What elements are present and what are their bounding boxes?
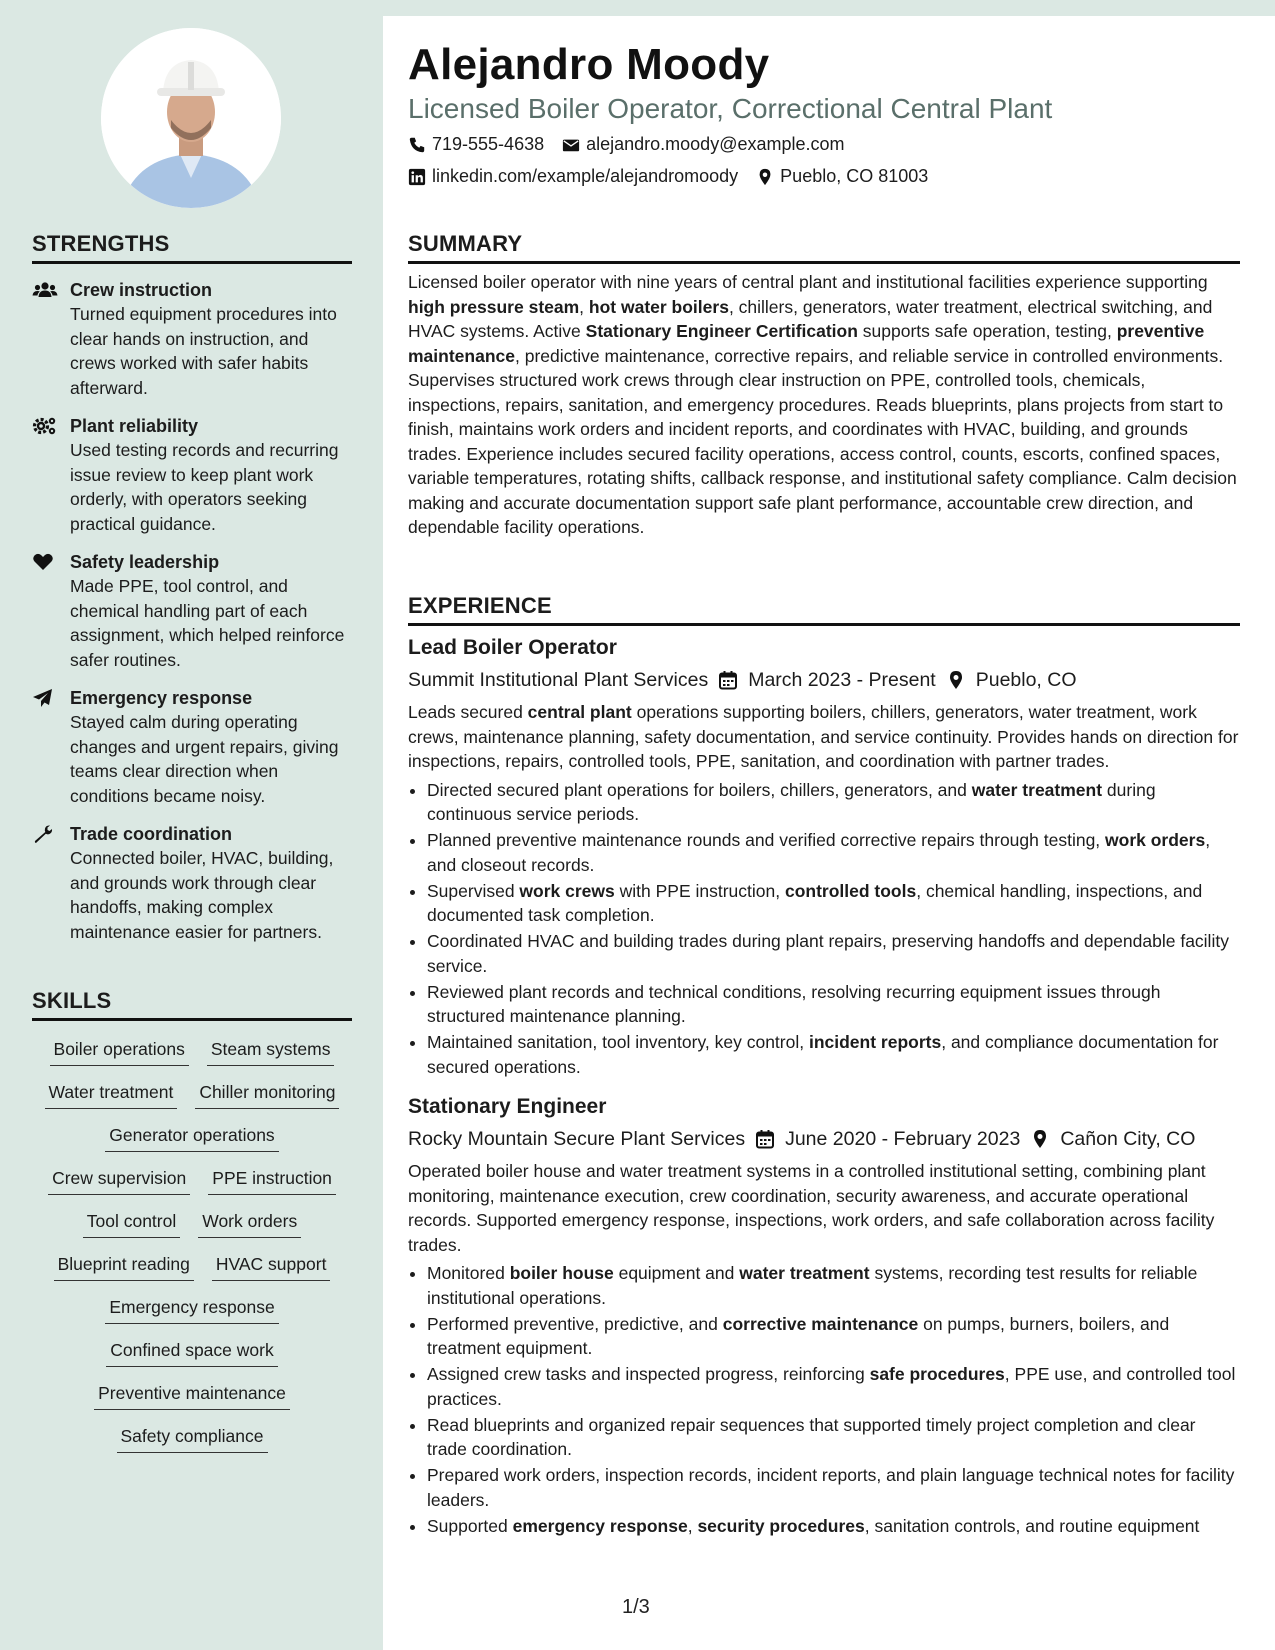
skill-chip: Chiller monitoring xyxy=(195,1080,339,1109)
emphasis-text: preventive maintenance xyxy=(408,321,1205,366)
strength-title: Plant reliability xyxy=(70,416,199,436)
strengths-list xyxy=(32,278,352,944)
jobs-list xyxy=(408,634,1240,1538)
skill-chip: Water treatment xyxy=(45,1080,178,1109)
skill-chip: Confined space work xyxy=(106,1338,277,1367)
strength-text: Connected boiler, HVAC, building, and grounds work through clear handoffs, making complex maintenance easier for partners. xyxy=(70,848,334,942)
calendar-icon xyxy=(718,670,738,690)
emphasis-text: Stationary Engineer Certification xyxy=(585,321,858,341)
skill-chip: Work orders xyxy=(198,1209,301,1238)
text-run: Coordinated HVAC and building trades during plant repairs, preserving handoffs and dependable facility service. xyxy=(427,931,1229,976)
job-bullet xyxy=(427,828,1240,877)
job-bullets xyxy=(408,1261,1240,1538)
job-bullet xyxy=(427,778,1240,827)
phone-icon xyxy=(408,136,426,154)
text-run: , sanitation controls, and routine equipment xyxy=(864,1515,1200,1536)
text-run: Performed preventive, predictive, and xyxy=(427,1313,723,1334)
gears-icon xyxy=(32,416,58,436)
strength-title: Safety leadership xyxy=(70,552,220,572)
email-link[interactable]: alejandro.moody@example.com xyxy=(586,134,845,154)
job-bullets xyxy=(408,778,1240,1080)
job-dates: March 2023 - Present xyxy=(748,669,936,691)
linkedin-link[interactable]: linkedin.com/example/alejandromoody xyxy=(432,166,739,186)
emphasis-text: central plant xyxy=(527,702,632,722)
text-run: on pumps, burners, boilers, and treatment equipment. xyxy=(427,1313,1170,1358)
text-run: Prepared work orders, inspection records, incident reports, and plain language technical notes for facility leaders. xyxy=(427,1465,1235,1510)
emphasis-text: boiler house xyxy=(509,1263,614,1283)
skill-chip: Tool control xyxy=(83,1209,181,1238)
job-bullet xyxy=(427,929,1240,978)
text-run: Leads secured xyxy=(408,702,528,722)
text-run: Monitored xyxy=(427,1263,510,1283)
job-location: Pueblo, CO xyxy=(975,669,1077,691)
profile-photo xyxy=(101,28,281,208)
candidate-name: Alejandro Moody xyxy=(408,40,770,89)
job-location: Cañon City, CO xyxy=(1060,1128,1196,1150)
job-bullet xyxy=(427,1362,1240,1411)
job-bullet xyxy=(427,1261,1240,1310)
skill-chip: Safety compliance xyxy=(117,1424,268,1453)
skills-list xyxy=(32,1037,352,1453)
emphasis-text: high pressure steam xyxy=(408,296,580,317)
text-run: supports safe operation, testing, xyxy=(857,321,1117,341)
skill-chip: HVAC support xyxy=(212,1252,331,1281)
text-run: Reviewed plant records and technical conditions, resolving recurring equipment issues through structured maintenance planning. xyxy=(427,981,1161,1026)
job-bullet xyxy=(427,1514,1240,1539)
text-run: Operated boiler house and water treatment systems in a controlled institutional setting, combining plant monitoring, maintenance execution, crew coordination, security awareness, and accurate operational records. Supported emergency response, inspections, work orders, and safe collaboration across facility trades. xyxy=(408,1161,1215,1255)
experience-section xyxy=(408,593,1240,1540)
summary-heading: SUMMARY xyxy=(408,231,1240,264)
job-company: Rocky Mountain Secure Plant Services xyxy=(408,1128,746,1150)
job-title: Stationary Engineer xyxy=(408,1095,607,1118)
job-bullet xyxy=(427,1463,1240,1512)
job-meta xyxy=(408,1125,1240,1153)
skill-chip: Steam systems xyxy=(207,1037,335,1066)
contact-row-1 xyxy=(408,134,845,155)
text-run: Supervised xyxy=(427,880,520,901)
text-run: Licensed boiler operator with nine years of central plant and institutional facilities experience supporting xyxy=(408,272,1208,292)
map-pin-icon xyxy=(1030,1129,1050,1149)
email-item[interactable] xyxy=(562,134,844,155)
text-run: , xyxy=(687,1515,698,1536)
strength-item xyxy=(32,822,352,944)
skills-section xyxy=(32,988,352,1453)
emphasis-text: controlled tools xyxy=(784,880,917,901)
map-pin-icon xyxy=(946,670,966,690)
job-bullet xyxy=(427,980,1240,1029)
phone-text: 719-555-4638 xyxy=(432,134,545,154)
text-run: Maintained sanitation, tool inventory, key control, xyxy=(427,1032,809,1052)
emphasis-text: safe procedures xyxy=(869,1364,1005,1384)
emphasis-text: work crews xyxy=(519,880,615,901)
skill-chip: PPE instruction xyxy=(208,1166,336,1195)
text-run: , xyxy=(579,296,589,317)
strength-item xyxy=(32,686,352,808)
strength-title: Trade coordination xyxy=(70,824,233,844)
text-run: operations supporting boilers, chillers, generators, water treatment, work crews, maintenance planning, safety documentation, and service continuity. Provides hands on direction for inspections, repairs, controlled tools, PPE, sanitation, and coordination with partner trades. xyxy=(408,702,1239,771)
emphasis-text: incident reports xyxy=(808,1032,942,1052)
text-run: Planned preventive maintenance rounds and verified corrective repairs through testing, xyxy=(427,830,1106,850)
strength-text: Used testing records and recurring issue review to keep plant work orderly, with operators seeking practical guidance. xyxy=(70,440,339,534)
job-company: Summit Institutional Plant Services xyxy=(408,669,709,691)
summary-text xyxy=(408,270,1240,540)
emphasis-text: corrective maintenance xyxy=(722,1313,919,1334)
job-entry xyxy=(408,1093,1240,1538)
text-run: with PPE instruction, xyxy=(614,880,785,901)
wrench-icon xyxy=(32,824,58,844)
text-run: Assigned crew tasks and inspected progress, reinforcing xyxy=(427,1364,870,1384)
summary-section xyxy=(408,231,1240,540)
job-dates: June 2020 - February 2023 xyxy=(785,1128,1021,1150)
emphasis-text: water treatment xyxy=(971,779,1103,800)
strength-text: Stayed calm during operating changes and urgent repairs, giving teams clear direction when conditions became noisy. xyxy=(70,712,339,806)
job-title: Lead Boiler Operator xyxy=(408,636,617,659)
text-run: , chemical handling, inspections, and documented task completion. xyxy=(427,880,1203,925)
skill-chip: Preventive maintenance xyxy=(94,1381,290,1410)
location-item xyxy=(756,166,928,187)
text-run: equipment and xyxy=(613,1263,740,1283)
text-run: , and closeout records. xyxy=(427,830,1211,875)
linkedin-icon xyxy=(408,168,426,186)
location-text: Pueblo, CO 81003 xyxy=(780,166,929,186)
job-bullet xyxy=(427,879,1240,928)
emphasis-text: emergency response xyxy=(512,1515,688,1536)
calendar-icon xyxy=(755,1129,775,1149)
text-run: Read blueprints and organized repair sequences that supported timely project completion and clear trade coordination. xyxy=(427,1414,1196,1459)
strength-item xyxy=(32,550,352,672)
strengths-section xyxy=(32,231,352,944)
strengths-heading: STRENGTHS xyxy=(32,231,352,264)
text-run: systems, recording test results for reliable institutional operations. xyxy=(427,1263,1198,1308)
strength-text: Turned equipment procedures into clear hands on instruction, and crews worked with safer habits afterward. xyxy=(70,304,337,398)
text-run: Directed secured plant operations for boilers, chillers, generators, and xyxy=(427,779,972,800)
strength-title: Emergency response xyxy=(70,688,253,708)
phone-item xyxy=(408,134,544,155)
skill-chip: Generator operations xyxy=(105,1123,278,1152)
text-run: Supported xyxy=(427,1515,513,1536)
job-entry xyxy=(408,634,1240,1079)
linkedin-item[interactable] xyxy=(408,166,738,187)
strength-title: Crew instruction xyxy=(70,280,213,300)
job-bullet xyxy=(427,1413,1240,1462)
emphasis-text: work orders xyxy=(1105,830,1206,850)
text-run: , predictive maintenance, corrective repairs, and reliable service in controlled environments. Supervises structured work crews through clear instruction on PPE, controlled tools, chemicals, inspections, repairs, sanitation, and emergency procedures. Reads blueprints, plans projects from start to finish, maintains work orders and incident reports, and coordinates with HVAC, building, and grounds trades. Experience includes secured facility operations, access control, counts, escorts, confined spaces, variable temperatures, rotating shifts, callback response, and institutional safety compliance. Calm decision making and accurate documentation support safe plant performance, accountable crew direction, and dependable facility operations. xyxy=(408,345,1237,537)
person-photo-icon xyxy=(101,28,281,208)
candidate-role: Licensed Boiler Operator, Correctional Central Plant xyxy=(408,93,1053,124)
skills-heading: SKILLS xyxy=(32,988,352,1021)
job-intro xyxy=(408,1159,1240,1257)
skill-chip: Blueprint reading xyxy=(54,1252,194,1281)
emphasis-text: hot water boilers xyxy=(588,296,729,317)
text-run: , PPE use, and controlled tool practices. xyxy=(427,1364,1236,1409)
text-run: , and compliance documentation for secured operations. xyxy=(427,1032,1219,1077)
strength-text: Made PPE, tool control, and chemical handling part of each assignment, which helped reinforce safer routines. xyxy=(70,576,345,670)
emphasis-text: security procedures xyxy=(697,1515,865,1536)
job-bullet xyxy=(427,1030,1240,1079)
strength-item xyxy=(32,414,352,536)
emphasis-text: water treatment xyxy=(739,1263,870,1283)
heart-icon xyxy=(32,552,58,572)
strength-item xyxy=(32,278,352,400)
experience-heading: EXPERIENCE xyxy=(408,593,1240,626)
text-run: , chillers, generators, water treatment, electrical switching, and HVAC systems. Active xyxy=(408,296,1213,341)
page-number: 1/3 xyxy=(622,1596,650,1618)
contact-row-2 xyxy=(408,166,928,187)
text-run: during continuous service periods. xyxy=(427,779,1156,824)
users-icon xyxy=(32,280,58,300)
job-bullet xyxy=(427,1312,1240,1361)
paper-plane-icon xyxy=(32,688,58,708)
map-pin-icon xyxy=(756,168,774,186)
skill-chip: Boiler operations xyxy=(50,1037,189,1066)
job-meta xyxy=(408,666,1240,694)
skill-chip: Crew supervision xyxy=(48,1166,190,1195)
job-intro xyxy=(408,700,1240,774)
skill-chip: Emergency response xyxy=(105,1295,278,1324)
envelope-icon xyxy=(562,136,580,154)
